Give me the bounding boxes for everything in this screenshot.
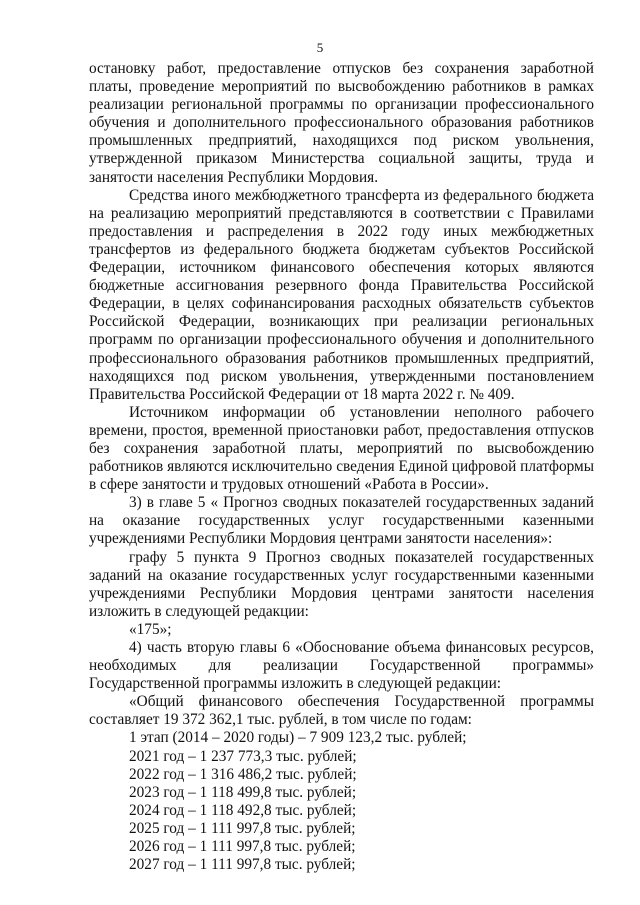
funding-line: 2025 год – 1 111 997,8 тыс. рублей; [129,819,356,837]
paragraph-2: Средства иного межбюджетного трансферта из федерального бюджета на реализацию мероприятий представляются в соответствии с Правилами предоставления и распределения в 2022 году иных межбюджетных трансфертов из федерального бюджета бюджетам субъектов Российской Федерации, источником финансового обеспечения которых являются бюджетные ассигнования резервного фонда Правительства Российской Федерации, в целях софинансирования расходных обязательств субъектов Российской Федерации, возникающих при реализации региональных программ по организации профессионального обучения и дополнительного профессионального образования работников промышленных предприятий, находящихся под риском увольнения, утвержденными постановлением Правительства Российской Федерации от 18 марта 2022 г. № 409. [89,186,594,403]
page-number: 5 [316,40,324,55]
paragraph-3: Источником информации об установлении неполного рабочего времени, простоя, временной приостановки работ, предоставления отпусков без сохранения заработной платы, мероприятий по высвобождению работников являются исключительно сведения Единой цифровой платформы в сфере занятости и трудовых отношений «Работа в России». [89,403,594,494]
funding-line: 2021 год – 1 237 773,3 тыс. рублей; [129,747,357,765]
funding-list [89,729,594,874]
funding-line: 2024 год – 1 118 492,8 тыс. рублей; [129,801,357,819]
paragraph-8: «Общий финансового обеспечения Государственной программы составляет 19 372 362,1 тыс. рублей, в том числе по годам: [89,693,594,729]
funding-line: 2026 год – 1 111 997,8 тыс. рублей; [129,838,356,856]
paragraph-5: графу 5 пункта 9 Прогноз сводных показателей государственных заданий на оказание государственных услуг государственными казенными учреждениями Республики Мордовия центрами занятости населения изложить в следующей редакции: [89,548,594,620]
funding-line: 2027 год – 1 111 997,8 тыс. рублей; [129,856,356,874]
document-body [89,60,594,874]
paragraph-4: 3) в главе 5 « Прогноз сводных показателей государственных заданий на оказание государственных услуг государственными казенными учреждениями Республики Мордовия центрами занятости населения»: [89,494,594,548]
paragraph-1: остановку работ, предоставление отпусков без сохранения заработной платы, проведение мероприятий по высвобождению работников в рамках реализации региональной программы по организации профессионального обучения и дополнительного профессионального образования работников промышленных предприятий, находящихся под риском увольнения, утвержденной приказом Министерства социальной защиты, труда и занятости населения Республики Мордовия. [89,60,594,186]
funding-line: 1 этап (2014 – 2020 годы) – 7 909 123,2 тыс. рублей; [129,729,467,747]
funding-line: 2022 год – 1 316 486,2 тыс. рублей; [129,765,357,783]
paragraph-7: 4) часть вторую главы 6 «Обоснование объема финансовых ресурсов, необходимых для реализации Государственной программы» Государственной программы изложить в следующей редакции: [89,639,594,693]
funding-line: 2023 год – 1 118 499,8 тыс. рублей; [129,783,357,801]
paragraph-6: «175»; [129,620,172,638]
